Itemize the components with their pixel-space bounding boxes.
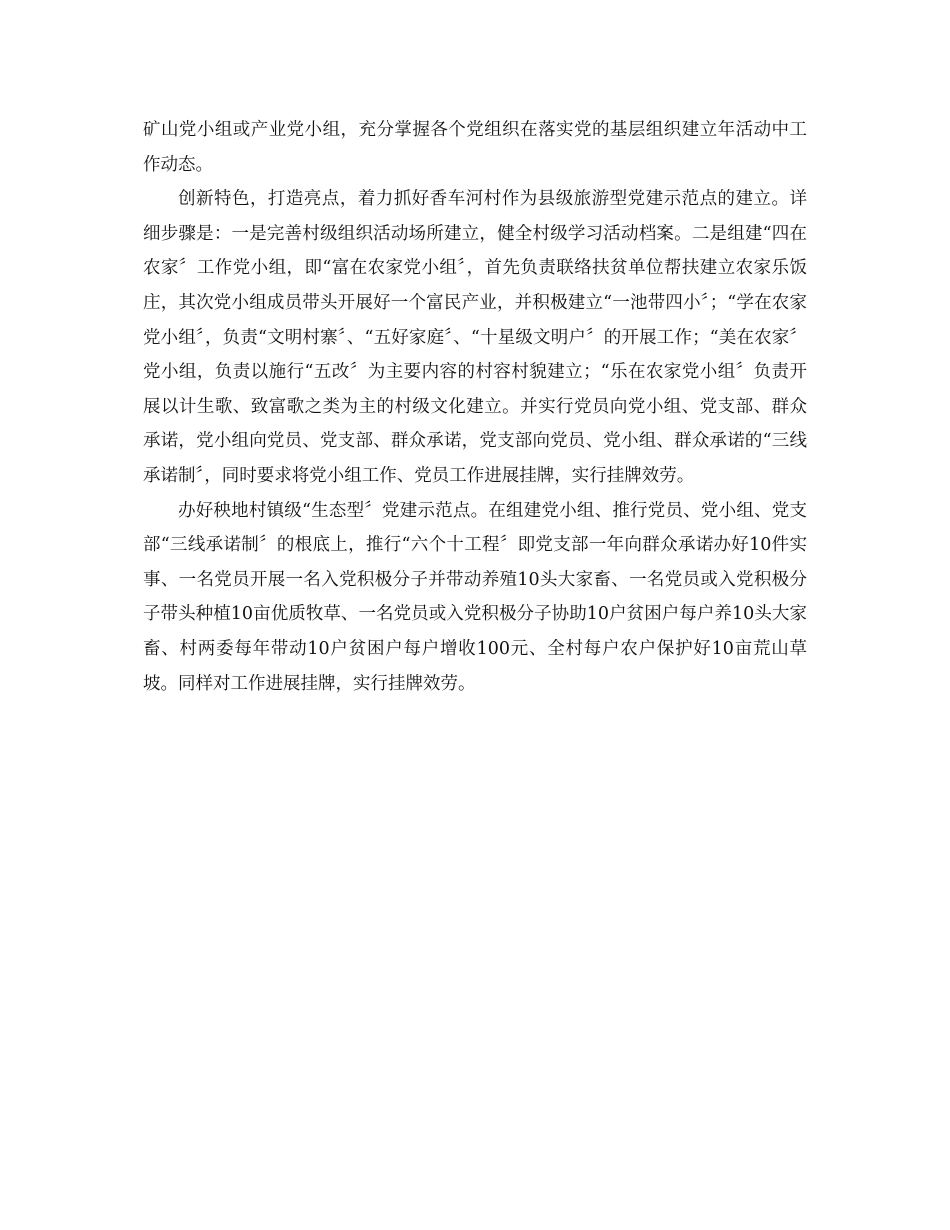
paragraph-2: 创新特色，打造亮点，着力抓好香车河村作为县级旅游型党建示范点的建立。详细步骤是：一是完善村级组织活动场所建立，健全村级学习活动档案。二是组建“四在农家〞工作党小组，即“富在农家党小组〞，首先负责联络扶贫单位帮扶建立农家乐饭庄，其次党小组成员带头开展好一个富民产业，并积极建立“一池带四小〞；“学在农家党小组〞，负责“文明村寨〞、“五好家庭〞、“十星级文明户〞的开展工作；“美在农家〞党小组，负责以施行“五改〞为主要内容的村容村貌建立；“乐在农家党小组〞负责开展以计生歌、致富歌之类为主的村级文化建立。并实行党员向党小组、党支部、群众承诺，党小组向党员、党支部、群众承诺，党支部向党员、党小组、群众承诺的“三线承诺制〞，同时要求将党小组工作、党员工作进展挂牌，实行挂牌效劳。 <box>143 189 807 486</box>
paragraph-3: 办好秧地村镇级“生态型〞党建示范点。在组建党小组、推行党员、党小组、党支部“三线承诺制〞的根底上，推行“六个十工程〞即党支部一年向群众承诺办好10件实事、一名党员开展一名入党积极分子并带动养殖10头大家畜、一名党员或入党积极分子带头种植10亩优质牧草、一名党员或入党积极分子协助10户贫困户每户养10头大家畜、村两委每年带动10户贫困户每户增收100元、全村每户农户保护好10亩荒山草坡。同样对工作进展挂牌，实行挂牌效劳。 <box>143 500 807 694</box>
document-body <box>143 113 807 701</box>
paragraph-1: 矿山党小组或产业党小组，充分掌握各个党组织在落实党的基层组织建立年活动中工作动态。 <box>143 120 807 175</box>
